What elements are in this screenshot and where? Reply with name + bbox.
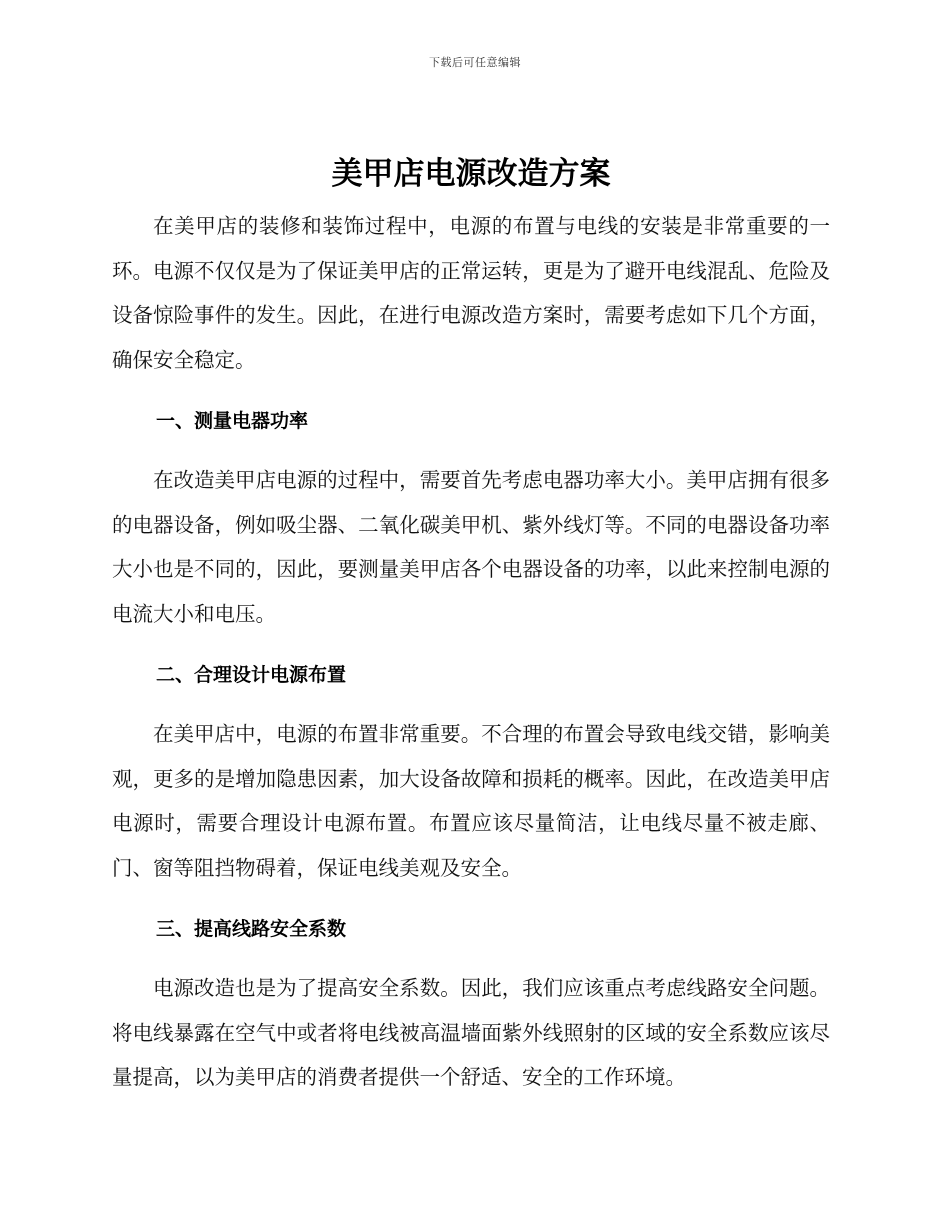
section-2 bbox=[112, 660, 830, 890]
section-3 bbox=[112, 914, 830, 1100]
section-paragraph: 在美甲店中，电源的布置非常重要。不合理的布置会导致电线交错，影响美观，更多的是增加隐患因素，加大设备故障和损耗的概率。因此，在改造美甲店电源时，需要合理设计电源布置。布置应该尽量简洁，让电线尽量不被走廊、门、窗等阻挡物碍着，保证电线美观及安全。 bbox=[112, 722, 830, 880]
section-heading: 一、测量电器功率 bbox=[156, 410, 309, 432]
section-heading: 三、提高线路安全系数 bbox=[156, 918, 347, 940]
intro-paragraph: 在美甲店的装修和装饰过程中，电源的布置与电线的安装是非常重要的一环。电源不仅仅是为了保证美甲店的正常运转，更是为了避开电线混乱、危险及设备惊险事件的发生。因此，在进行电源改造方案时，需要考虑如下几个方面，确保安全稳定。 bbox=[112, 214, 830, 372]
section-paragraph: 电源改造也是为了提高安全系数。因此，我们应该重点考虑线路安全问题。将电线暴露在空气中或者将电线被高温墙面紫外线照射的区域的安全系数应该尽量提高，以为美甲店的消费者提供一个舒适、安全的工作环境。 bbox=[112, 976, 830, 1089]
document-body bbox=[112, 148, 830, 1100]
section-1 bbox=[112, 406, 830, 636]
page-header-note: 下载后可任意编辑 bbox=[429, 56, 521, 69]
document-title: 美甲店电源改造方案 bbox=[331, 156, 611, 192]
section-paragraph: 在改造美甲店电源的过程中，需要首先考虑电器功率大小。美甲店拥有很多的电器设备，例如吸尘器、二氧化碳美甲机、紫外线灯等。不同的电器设备功率大小也是不同的，因此，要测量美甲店各个电器设备的功率，以此来控制电源的电流大小和电压。 bbox=[112, 468, 830, 626]
section-heading: 二、合理设计电源布置 bbox=[156, 664, 347, 686]
